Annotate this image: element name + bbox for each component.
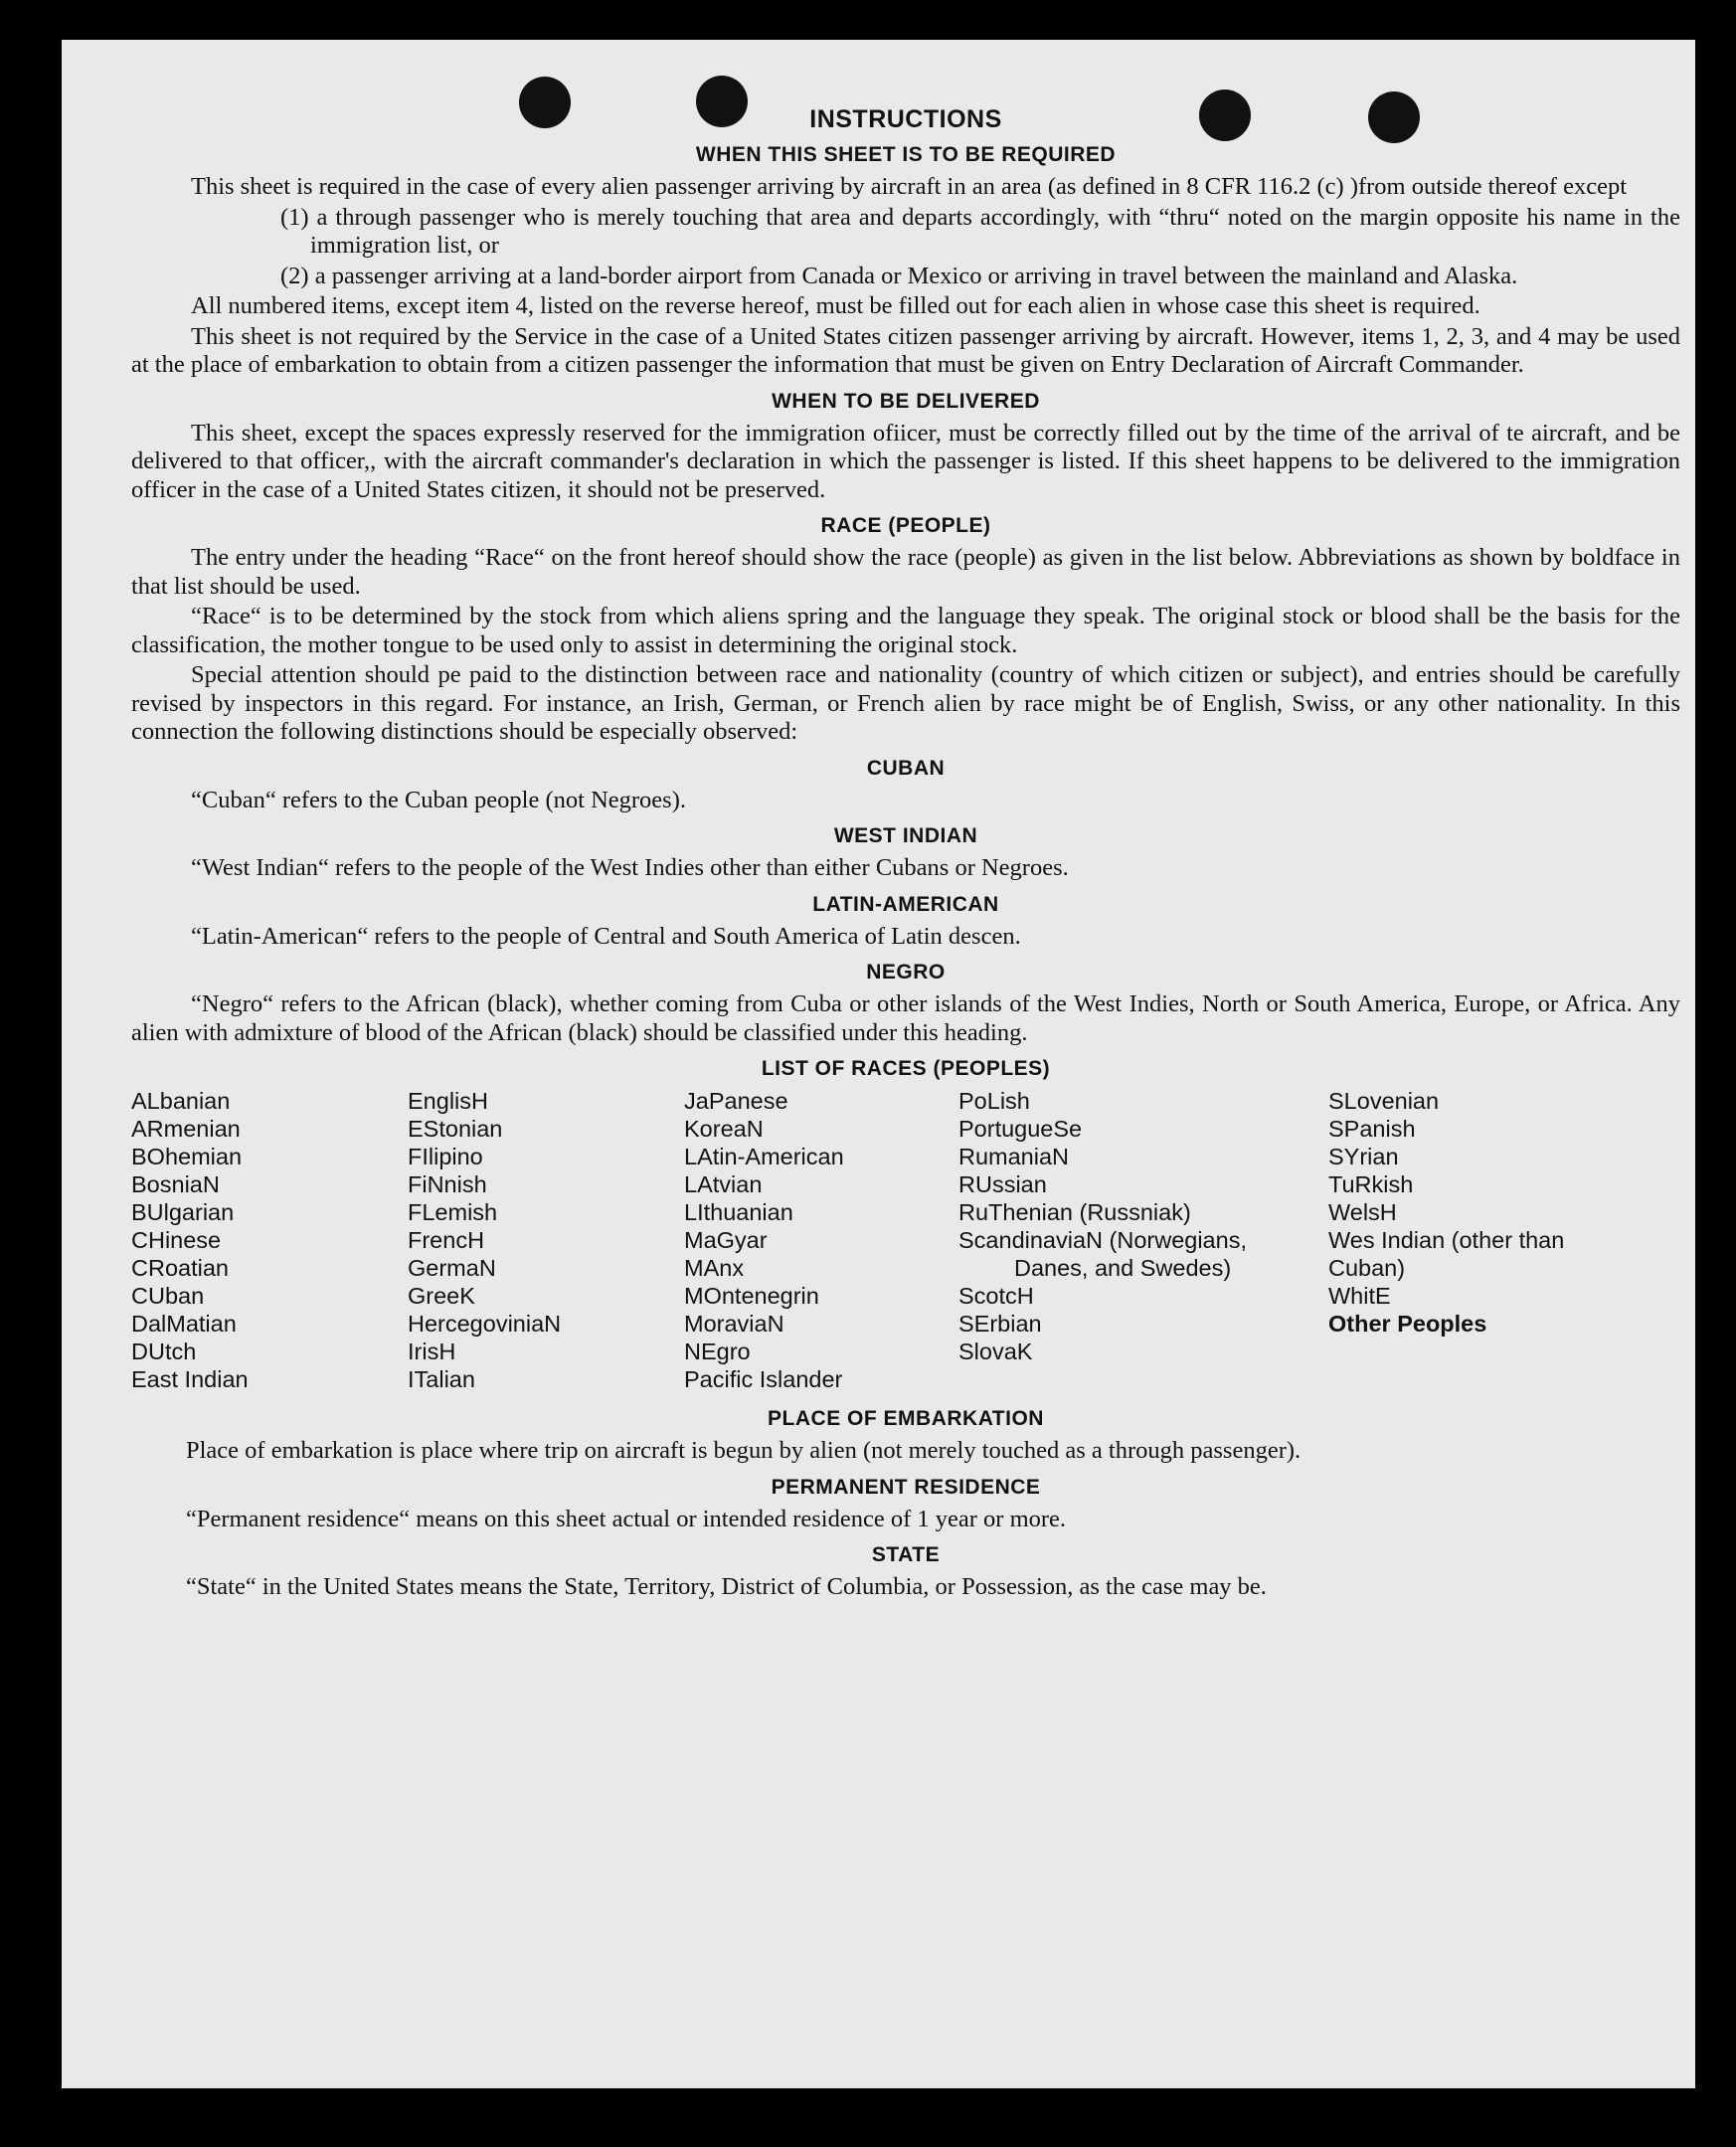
race-entry: WelsH	[1328, 1199, 1397, 1225]
race-entry: LAtvian	[684, 1171, 763, 1197]
race-column-3	[684, 1087, 953, 1393]
race-entry: KoreaN	[684, 1116, 764, 1142]
race-entry: CHinese	[131, 1227, 222, 1253]
race-entry: East Indian	[131, 1366, 249, 1392]
race-entry: RuThenian (Russniak)	[958, 1199, 1191, 1225]
definition-residence: “Permanent residence“ means on this sheet actual or intended residence of 1 year or more.	[186, 1505, 1067, 1532]
definition-cuban: “Cuban“ refers to the Cuban people (not Negroes).	[191, 786, 686, 813]
race-entry: EStonian	[408, 1116, 503, 1142]
race-entry: BOhemian	[131, 1144, 243, 1169]
heading-residence: PERMANENT RESIDENCE	[771, 1475, 1041, 1499]
race-list	[131, 1087, 1680, 1397]
definition-negro: “Negro“ refers to the African (black), whether coming from Cuba or other islands of the West Indies, North or South America, Europe, or Africa. Any alien with admixture of blood of the African (black) should be classified under this heading.	[131, 990, 1680, 1046]
race-entry: BUlgarian	[131, 1199, 235, 1225]
heading-negro: NEGRO	[866, 961, 946, 984]
race-entry: FrencH	[408, 1227, 485, 1253]
race-entry: SYrian	[1328, 1144, 1399, 1169]
heading-when-required: WHEN THIS SHEET IS TO BE REQUIRED	[695, 143, 1117, 166]
definition-embarkation: Place of embarkation is place where trip on aircraft is begun by alien (not merely touched as a through passenger).	[186, 1437, 1302, 1464]
race-entry: ARmenian	[131, 1116, 241, 1142]
race-entry: FLemish	[408, 1199, 498, 1225]
instructions-content	[131, 105, 1680, 1604]
race-column-4	[958, 1087, 1257, 1365]
race-entry: FiNnish	[408, 1171, 487, 1197]
race-entry: PortugueSe	[958, 1116, 1083, 1142]
heading-west-indian: WEST INDIAN	[833, 824, 978, 847]
paragraph-required-1: This sheet is required in the case of every alien passenger arriving by aircraft in an area (as defined in 8 CFR 116.2 (c) )from outside thereof except	[191, 173, 1628, 200]
race-entry: DalMatian	[131, 1311, 237, 1337]
paragraph-race-1: The entry under the heading “Race“ on the front hereof should show the race (people) as given in the list below. Abbreviations as shown by boldface in that list should be used.	[131, 544, 1680, 600]
paragraph-required-2: All numbered items, except item 4, listed on the reverse hereof, must be filled out for each alien in whose case this sheet is required.	[191, 292, 1480, 319]
race-entry: ScotcH	[958, 1283, 1034, 1309]
race-entry: JaPanese	[684, 1088, 788, 1114]
heading-when-delivered: WHEN TO BE DELIVERED	[772, 389, 1040, 413]
paragraph-required-3: This sheet is not required by the Service in the case of a United States citizen passenger arriving by aircraft. However, items 1, 2, 3, and 4 may be used at the place of embarkation to obtain from a citizen passenger the information that must be given on Entry Declaration of Aircraft Commander.	[131, 322, 1680, 378]
exception-item-2: (2) a passenger arriving at a land-border airport from Canada or Mexico or arriving in travel between the mainland and Alaska.	[280, 262, 1518, 289]
definition-latin-american: “Latin-American“ refers to the people of Central and South America of Latin descen.	[191, 922, 1021, 950]
race-entry: TuRkish	[1328, 1171, 1414, 1197]
paragraph-race-3: Special attention should pe paid to the distinction between race and nationality (country of which citizen or subject), and entries should be carefully revised by inspectors in this regard. For instance, an Irish, German, or French alien by race might be of English, Swiss, or any other nationality. In this connection the following distinctions should be especially observed:	[131, 661, 1680, 745]
race-entry: HercegoviniaN	[408, 1311, 562, 1337]
definition-state: “State“ in the United States means the State, Territory, District of Columbia, or Possession, as the case may be.	[186, 1573, 1267, 1600]
race-entry: IrisH	[408, 1339, 456, 1364]
race-entry: DUtch	[131, 1339, 197, 1364]
heading-latin-american: LATIN-AMERICAN	[812, 892, 999, 916]
race-entry: CUban	[131, 1283, 205, 1309]
race-column-1	[131, 1087, 390, 1393]
race-entry: FIlipino	[408, 1144, 483, 1169]
race-entry: Pacific Islander	[684, 1366, 843, 1392]
document-page	[62, 40, 1695, 2088]
heading-race: RACE (PEOPLE)	[820, 514, 991, 537]
race-entry: CRoatian	[131, 1255, 229, 1281]
exception-item-1: (1) a through passenger who is merely touching that area and departs accordingly, with “thru“ noted on the margin opposite his name in the immigration list, or	[280, 203, 1680, 259]
race-entry: PoLish	[958, 1088, 1030, 1114]
race-entry: GreeK	[408, 1283, 475, 1309]
race-entry: Other Peoples	[1328, 1311, 1487, 1337]
race-entry: ITalian	[408, 1366, 475, 1392]
heading-cuban: CUBAN	[866, 756, 946, 780]
heading-embarkation: PLACE OF EMBARKATION	[768, 1407, 1044, 1430]
race-entry: MoraviaN	[684, 1311, 784, 1337]
race-entry: MaGyar	[684, 1227, 768, 1253]
race-entry: GermaN	[408, 1255, 496, 1281]
heading-state: STATE	[871, 1543, 941, 1566]
paragraph-race-2: “Race“ is to be determined by the stock from which aliens spring and the language they speak. The original stock or blood shall be the basis for the classification, the mother tongue to be used only to assist in determining the original stock.	[131, 603, 1680, 658]
race-column-5	[1328, 1087, 1633, 1338]
paragraph-delivered: This sheet, except the spaces expressly reserved for the immigration ofiicer, must be correctly filled out by the time of the arrival of te aircraft, and be delivered to that officer,, with the aircraft commander's declaration in which the passenger is listed. If this sheet happens to be delivered to the immigration officer in the case of a United States citizen, it should not be preserved.	[131, 419, 1680, 503]
race-entry: BosniaN	[131, 1171, 220, 1197]
race-entry: WhitE	[1328, 1283, 1391, 1309]
race-entry: SlovaK	[958, 1339, 1033, 1364]
race-entry: EnglisH	[408, 1088, 488, 1114]
race-column-2	[408, 1087, 666, 1393]
race-entry: LAtin-American	[684, 1144, 844, 1169]
race-entry: MOntenegrin	[684, 1283, 819, 1309]
heading-list-of-races: LIST OF RACES (PEOPLES)	[761, 1057, 1051, 1080]
race-entry: RumaniaN	[958, 1144, 1070, 1169]
race-entry: LIthuanian	[684, 1199, 793, 1225]
race-entry: Wes Indian (other than Cuban)	[1328, 1227, 1565, 1281]
race-entry: SPanish	[1328, 1116, 1416, 1142]
race-entry: ScandinaviaN (Norwegians, Danes, and Swedes)	[958, 1227, 1247, 1281]
race-entry: MAnx	[684, 1255, 745, 1281]
race-entry: SLovenian	[1328, 1088, 1440, 1114]
race-entry: SErbian	[958, 1311, 1042, 1337]
heading-instructions: INSTRUCTIONS	[809, 105, 1002, 133]
definition-west-indian: “West Indian“ refers to the people of the West Indies other than either Cubans or Negroes.	[191, 854, 1069, 881]
race-entry: NEgro	[684, 1339, 751, 1364]
race-entry: ALbanian	[131, 1088, 231, 1114]
race-entry: RUssian	[958, 1171, 1047, 1197]
